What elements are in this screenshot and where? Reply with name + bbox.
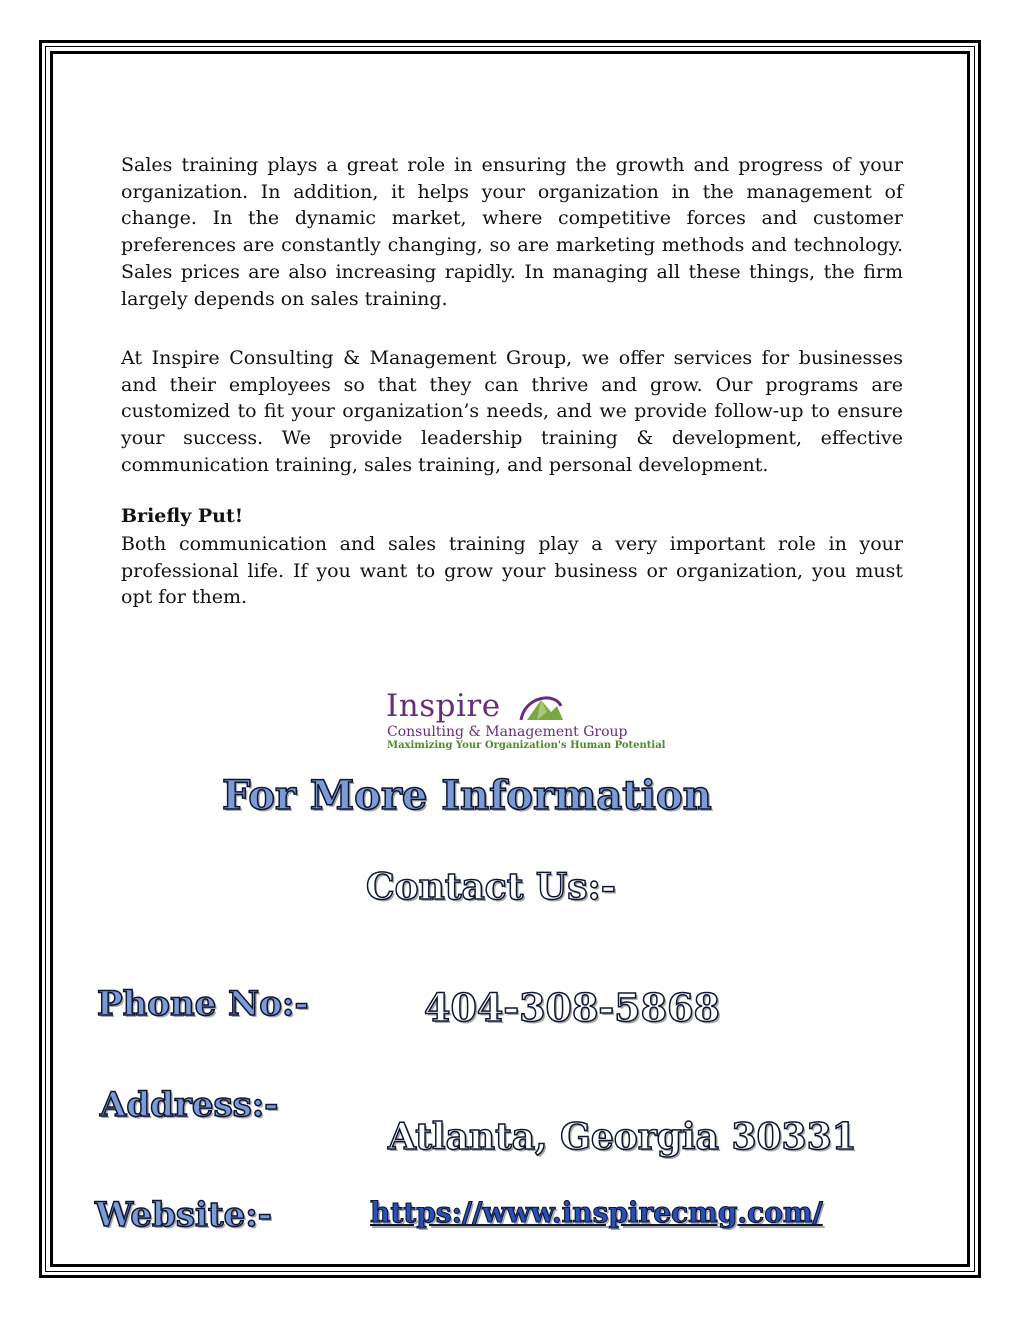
phone-label: Phone No:-	[97, 984, 309, 1024]
logo-subtitle: Consulting & Management Group	[387, 724, 628, 740]
paragraph-sales-training: Sales training plays a great role in ensuring the growth and progress of your organization. In addition, it helps your organization in the management of change. In the dynamic market, where competitive forces and customer preferences are constantly changing, so are marketing methods and technology. Sales prices are also increasing rapidly. In managing all these things, the firm largely depends on sales training.	[121, 154, 903, 310]
phone-number[interactable]: 404-308-5868	[424, 985, 720, 1030]
logo-tagline: Maximizing Your Organization's Human Potential	[387, 740, 666, 751]
paragraph-conclusion: Both communication and sales training play a very important role in your professional life. If you want to grow your business or organization, you must opt for them.	[121, 533, 903, 609]
website-link[interactable]: https://www.inspirecmg.com/	[370, 1196, 823, 1229]
inspire-logo	[386, 688, 676, 752]
for-more-information-heading: For More Information	[222, 772, 712, 819]
address-value: Atlanta, Georgia 30331	[388, 1116, 857, 1158]
briefly-put-heading: Briefly Put!	[121, 505, 244, 527]
logo-wordmark: Inspire	[386, 688, 501, 724]
paragraph-inspire-services: At Inspire Consulting & Management Group, we offer services for businesses and their employees so that they can thrive and grow. Our programs are customized to fit your organization’s needs, and we provide follow-up to ensure your success. We provide leadership training & development, effective communication training, sales training, and personal development.	[121, 347, 903, 476]
address-label: Address:-	[100, 1085, 279, 1125]
contact-us-heading: Contact Us:-	[366, 866, 616, 908]
swoosh-mountain-icon	[517, 690, 565, 726]
website-label: Website:-	[95, 1195, 272, 1235]
